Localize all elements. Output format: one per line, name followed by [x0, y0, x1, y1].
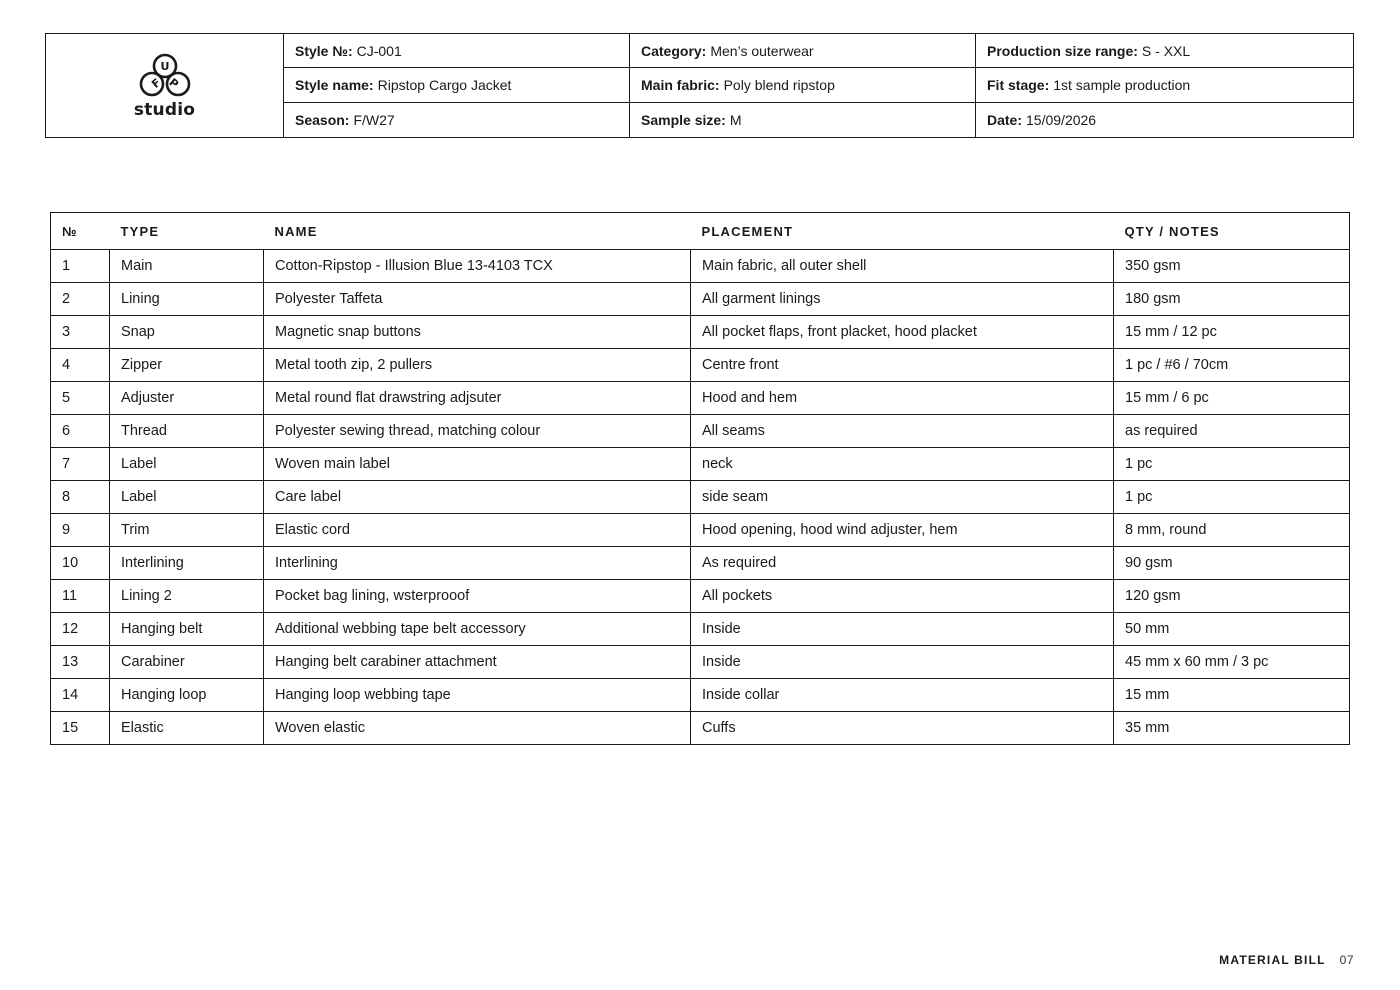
type-cell: Snap [110, 316, 264, 349]
placement-cell: All seams [691, 415, 1114, 448]
name-cell: Metal round flat drawstring adjsuter [264, 382, 691, 415]
placement-cell: Inside collar [691, 679, 1114, 712]
field-value: 15/09/2026 [1026, 111, 1097, 128]
qty-notes-cell: 1 pc [1114, 448, 1350, 481]
placement-cell: neck [691, 448, 1114, 481]
field-label: Fit stage: [987, 76, 1050, 93]
name-cell: Care label [264, 481, 691, 514]
placement-cell: All pocket flaps, front placket, hood placket [691, 316, 1114, 349]
style-number-field [284, 34, 630, 68]
qty-notes-cell: 15 mm / 12 pc [1114, 316, 1350, 349]
qty-notes-cell: 15 mm [1114, 679, 1350, 712]
placement-cell: Hood opening, hood wind adjuster, hem [691, 514, 1114, 547]
row-number-cell: 5 [51, 382, 110, 415]
logo-text: studio [133, 100, 196, 120]
field-label: Production size range: [987, 42, 1138, 59]
qty-notes-cell: 120 gsm [1114, 580, 1350, 613]
field-value: F/W27 [353, 111, 395, 128]
table-row [51, 547, 1350, 580]
spec-header [45, 33, 1354, 138]
placement-cell: Main fabric, all outer shell [691, 250, 1114, 283]
field-label: Style name: [295, 76, 374, 93]
column-header: PLACEMENT [691, 213, 1114, 250]
logo-letter: U [160, 60, 169, 73]
name-cell: Polyester sewing thread, matching colour [264, 415, 691, 448]
type-cell: Lining [110, 283, 264, 316]
table-row [51, 580, 1350, 613]
row-number-cell: 12 [51, 613, 110, 646]
fit-stage-field [976, 68, 1353, 102]
type-cell: Trim [110, 514, 264, 547]
field-label: Date: [987, 111, 1023, 128]
style-name-field [284, 68, 630, 102]
qty-notes-cell: 90 gsm [1114, 547, 1350, 580]
placement-cell: Inside [691, 646, 1114, 679]
row-number-cell: 13 [51, 646, 110, 679]
column-header: QTY / NOTES [1114, 213, 1350, 250]
placement-cell: All garment linings [691, 283, 1114, 316]
type-cell: Label [110, 448, 264, 481]
placement-cell: side seam [691, 481, 1114, 514]
table-row [51, 646, 1350, 679]
row-number-cell: 7 [51, 448, 110, 481]
page-number: 07 [1339, 953, 1354, 967]
table-row [51, 349, 1350, 382]
row-number-cell: 6 [51, 415, 110, 448]
name-cell: Interlining [264, 547, 691, 580]
qty-notes-cell: 15 mm / 6 pc [1114, 382, 1350, 415]
qty-notes-cell: 45 mm x 60 mm / 3 pc [1114, 646, 1350, 679]
table-row [51, 448, 1350, 481]
qty-notes-cell: 50 mm [1114, 613, 1350, 646]
row-number-cell: 11 [51, 580, 110, 613]
style-info-grid [284, 34, 1353, 137]
field-value: S - XXL [1141, 42, 1191, 59]
date-field [976, 103, 1353, 137]
name-cell: Magnetic snap buttons [264, 316, 691, 349]
table-row [51, 514, 1350, 547]
placement-cell: As required [691, 547, 1114, 580]
placement-cell: Inside [691, 613, 1114, 646]
brand-logo [46, 34, 284, 137]
type-cell: Thread [110, 415, 264, 448]
table-row [51, 679, 1350, 712]
qty-notes-cell: 8 mm, round [1114, 514, 1350, 547]
material-bill-table [50, 212, 1350, 745]
logo-mark-icon [137, 51, 193, 101]
name-cell: Metal tooth zip, 2 pullers [264, 349, 691, 382]
field-value: 1st sample production [1053, 76, 1191, 93]
table-row [51, 316, 1350, 349]
type-cell: Adjuster [110, 382, 264, 415]
main-fabric-field [630, 68, 976, 102]
row-number-cell: 1 [51, 250, 110, 283]
field-value: Poly blend ripstop [723, 76, 835, 93]
row-number-cell: 15 [51, 712, 110, 745]
name-cell: Woven elastic [264, 712, 691, 745]
row-number-cell: 14 [51, 679, 110, 712]
name-cell: Cotton-Ripstop - Illusion Blue 13-4103 TCX [264, 250, 691, 283]
sample-size-field [630, 103, 976, 137]
size-range-field [976, 34, 1353, 68]
type-cell: Hanging loop [110, 679, 264, 712]
name-cell: Woven main label [264, 448, 691, 481]
type-cell: Lining 2 [110, 580, 264, 613]
field-value: CJ-001 [356, 42, 402, 59]
table-row [51, 250, 1350, 283]
name-cell: Additional webbing tape belt accessory [264, 613, 691, 646]
qty-notes-cell: 1 pc [1114, 481, 1350, 514]
season-field [284, 103, 630, 137]
placement-cell: Hood and hem [691, 382, 1114, 415]
column-header: № [51, 213, 110, 250]
placement-cell: Centre front [691, 349, 1114, 382]
row-number-cell: 10 [51, 547, 110, 580]
column-header: NAME [264, 213, 691, 250]
type-cell: Carabiner [110, 646, 264, 679]
logo-letter: P [165, 75, 181, 91]
placement-cell: Cuffs [691, 712, 1114, 745]
name-cell: Polyester Taffeta [264, 283, 691, 316]
table-row [51, 712, 1350, 745]
page-footer [1219, 953, 1354, 967]
row-number-cell: 9 [51, 514, 110, 547]
type-cell: Interlining [110, 547, 264, 580]
table-row [51, 613, 1350, 646]
table-row [51, 481, 1350, 514]
column-header: TYPE [110, 213, 264, 250]
row-number-cell: 3 [51, 316, 110, 349]
name-cell: Elastic cord [264, 514, 691, 547]
field-label: Category: [641, 42, 707, 59]
category-field [630, 34, 976, 68]
qty-notes-cell: 1 pc / #6 / 70cm [1114, 349, 1350, 382]
qty-notes-cell: 350 gsm [1114, 250, 1350, 283]
type-cell: Zipper [110, 349, 264, 382]
row-number-cell: 8 [51, 481, 110, 514]
field-value: M [729, 111, 742, 128]
field-value: Men’s outerwear [710, 42, 814, 59]
table-row [51, 283, 1350, 316]
placement-cell: All pockets [691, 580, 1114, 613]
field-label: Season: [295, 111, 350, 128]
name-cell: Pocket bag lining, wsterprooof [264, 580, 691, 613]
name-cell: Hanging loop webbing tape [264, 679, 691, 712]
qty-notes-cell: as required [1114, 415, 1350, 448]
table-header [51, 213, 1350, 250]
table-body [51, 250, 1350, 745]
type-cell: Label [110, 481, 264, 514]
name-cell: Hanging belt carabiner attachment [264, 646, 691, 679]
type-cell: Elastic [110, 712, 264, 745]
field-value: Ripstop Cargo Jacket [377, 76, 512, 93]
section-title: MATERIAL BILL [1219, 953, 1326, 967]
table-row [51, 382, 1350, 415]
table-row [51, 415, 1350, 448]
row-number-cell: 4 [51, 349, 110, 382]
qty-notes-cell: 35 mm [1114, 712, 1350, 745]
qty-notes-cell: 180 gsm [1114, 283, 1350, 316]
field-label: Main fabric: [641, 76, 720, 93]
field-label: Style №: [295, 42, 353, 59]
logo-letter: F [148, 75, 163, 91]
type-cell: Hanging belt [110, 613, 264, 646]
row-number-cell: 2 [51, 283, 110, 316]
field-label: Sample size: [641, 111, 726, 128]
type-cell: Main [110, 250, 264, 283]
